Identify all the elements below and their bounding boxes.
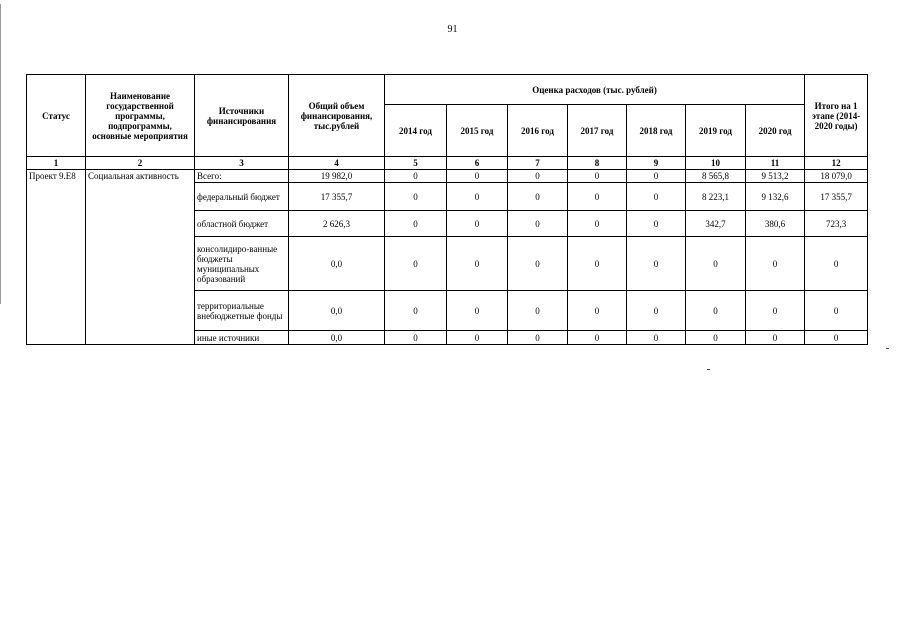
- value-cell: 0: [447, 170, 508, 183]
- header-year: 2014 год: [385, 105, 447, 157]
- source-cell: территориальные внебюджетные фонды: [195, 291, 289, 331]
- value-cell: 8 565,8: [686, 170, 746, 183]
- value-cell: 0: [508, 331, 568, 345]
- value-cell: 8 223,1: [686, 183, 746, 211]
- scan-mark: [707, 369, 710, 370]
- value-cell: 0: [627, 237, 686, 291]
- column-number: 12: [805, 157, 868, 170]
- value-cell: 9 132,6: [746, 183, 805, 211]
- column-number: 7: [508, 157, 568, 170]
- stage-total-cell: 18 079,0: [805, 170, 868, 183]
- source-cell: иные источники: [195, 331, 289, 345]
- total-cell: 0,0: [289, 237, 385, 291]
- column-number: 8: [568, 157, 627, 170]
- value-cell: 0: [686, 237, 746, 291]
- page-edge-line: [0, 4, 1, 304]
- stage-total-cell: 0: [805, 291, 868, 331]
- value-cell: 0: [568, 331, 627, 345]
- source-cell: федеральный бюджет: [195, 183, 289, 211]
- header-status: Статус: [27, 75, 86, 157]
- value-cell: 0: [447, 211, 508, 237]
- total-cell: 2 626,3: [289, 211, 385, 237]
- value-cell: 0: [746, 237, 805, 291]
- value-cell: 0: [385, 237, 447, 291]
- column-number: 5: [385, 157, 447, 170]
- program-name-cell: Социальная активность: [86, 170, 195, 345]
- value-cell: 0: [627, 170, 686, 183]
- value-cell: 9 513,2: [746, 170, 805, 183]
- source-cell: Всего:: [195, 170, 289, 183]
- header-year: 2016 год: [508, 105, 568, 157]
- financing-table: [26, 74, 868, 345]
- header-year: 2018 год: [627, 105, 686, 157]
- column-number: 11: [746, 157, 805, 170]
- value-cell: 0: [447, 331, 508, 345]
- value-cell: 0: [385, 291, 447, 331]
- column-numbers-row: [27, 157, 868, 170]
- status-cell: Проект 9.Е8: [27, 170, 86, 345]
- source-cell: областной бюджет: [195, 211, 289, 237]
- stage-total-cell: 17 355,7: [805, 183, 868, 211]
- header-year: 2019 год: [686, 105, 746, 157]
- value-cell: 342,7: [686, 211, 746, 237]
- value-cell: 0: [568, 183, 627, 211]
- column-number: 2: [86, 157, 195, 170]
- header-estimate: Оценка расходов (тыс. рублей): [385, 75, 805, 105]
- value-cell: 0: [746, 291, 805, 331]
- header-year: 2020 год: [746, 105, 805, 157]
- value-cell: 0: [627, 331, 686, 345]
- value-cell: 0: [568, 211, 627, 237]
- value-cell: 0: [568, 291, 627, 331]
- value-cell: 0: [508, 211, 568, 237]
- column-number: 4: [289, 157, 385, 170]
- total-cell: 17 355,7: [289, 183, 385, 211]
- value-cell: 0: [627, 183, 686, 211]
- value-cell: 0: [508, 237, 568, 291]
- value-cell: 0: [746, 331, 805, 345]
- header-year: 2015 год: [447, 105, 508, 157]
- header-total-volume: Общий объем финансирования, тыс.рублей: [289, 75, 385, 157]
- table-row: [27, 170, 868, 183]
- value-cell: 0: [568, 170, 627, 183]
- value-cell: 0: [686, 331, 746, 345]
- column-number: 3: [195, 157, 289, 170]
- scan-mark: [886, 348, 889, 349]
- header-year: 2017 год: [568, 105, 627, 157]
- value-cell: 0: [627, 291, 686, 331]
- header-name: Наименование государственной программы, подпрограммы, основные мероприятия: [86, 75, 195, 157]
- column-number: 9: [627, 157, 686, 170]
- value-cell: 0: [627, 211, 686, 237]
- header-stage-total: Итого на 1 этапе (2014-2020 годы): [805, 75, 868, 157]
- value-cell: 0: [508, 170, 568, 183]
- column-number: 10: [686, 157, 746, 170]
- column-number: 1: [27, 157, 86, 170]
- value-cell: 0: [385, 170, 447, 183]
- value-cell: 0: [508, 291, 568, 331]
- value-cell: 0: [385, 331, 447, 345]
- value-cell: 0: [385, 183, 447, 211]
- value-cell: 380,6: [746, 211, 805, 237]
- value-cell: 0: [686, 291, 746, 331]
- source-cell: консолидиро-ванные бюджеты муниципальных образований: [195, 237, 289, 291]
- value-cell: 0: [447, 237, 508, 291]
- total-cell: 0,0: [289, 331, 385, 345]
- column-number: 6: [447, 157, 508, 170]
- value-cell: 0: [447, 183, 508, 211]
- total-cell: 0,0: [289, 291, 385, 331]
- stage-total-cell: 0: [805, 331, 868, 345]
- value-cell: 0: [385, 211, 447, 237]
- page-number: 91: [447, 24, 458, 35]
- value-cell: 0: [508, 183, 568, 211]
- total-cell: 19 982,0: [289, 170, 385, 183]
- stage-total-cell: 0: [805, 237, 868, 291]
- value-cell: 0: [568, 237, 627, 291]
- header-sources: Источники финансирования: [195, 75, 289, 157]
- value-cell: 0: [447, 291, 508, 331]
- stage-total-cell: 723,3: [805, 211, 868, 237]
